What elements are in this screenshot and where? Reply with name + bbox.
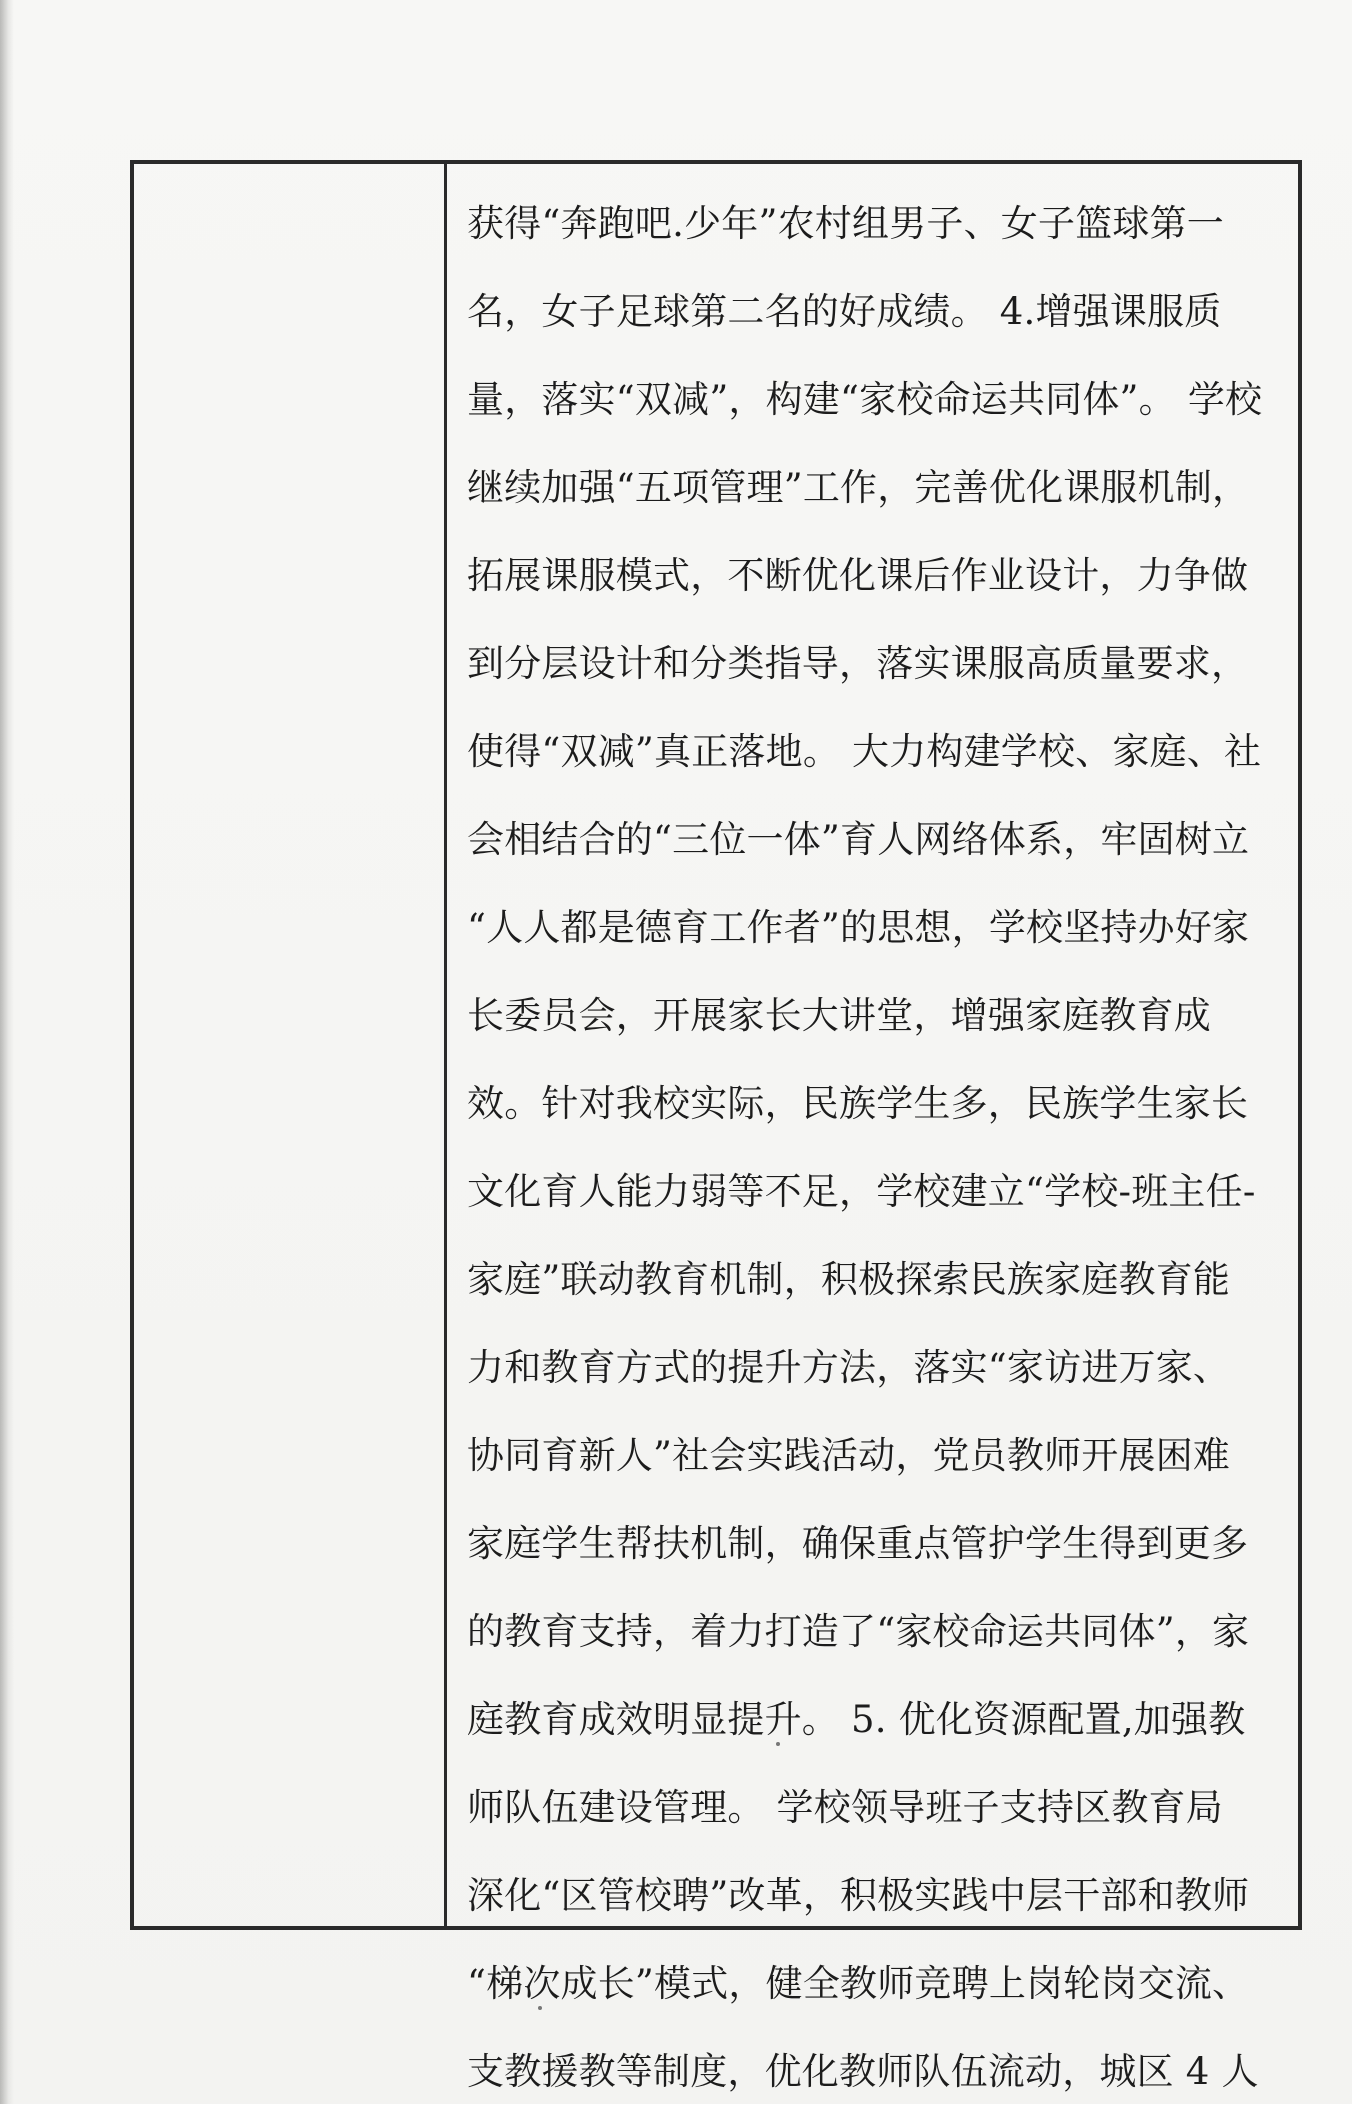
text-line: 使得“双减”真正落地。 大力构建学校、家庭、社 bbox=[467, 730, 1262, 773]
text-line: 家庭”联动教育机制，积极探索民族家庭教育能 bbox=[467, 1258, 1231, 1301]
text-line: 拓展课服模式，不断优化课后作业设计，力争做 bbox=[467, 554, 1249, 597]
text-line: “人人都是德育工作者”的思想，学校坚持办好家 bbox=[467, 906, 1250, 949]
text-line: 获得“奔跑吧.少年”农村组男子、女子篮球第一 bbox=[467, 202, 1224, 245]
text-line: “梯次成长”模式，健全教师竞聘上岗轮岗交流、 bbox=[467, 1962, 1250, 2005]
text-line: 文化育人能力弱等不足，学校建立“学校-班主任- bbox=[467, 1170, 1256, 1213]
scan-speck bbox=[538, 2006, 542, 2010]
page-edge-shadow bbox=[0, 0, 14, 2104]
scan-speck bbox=[776, 1742, 780, 1746]
text-line: 效。针对我校实际，民族学生多，民族学生家长 bbox=[467, 1082, 1249, 1125]
text-line: 深化“区管校聘”改革，积极实践中层干部和教师 bbox=[467, 1874, 1250, 1917]
text-line: 师队伍建设管理。 学校领导班子支持区教育局 bbox=[467, 1786, 1223, 1829]
text-line: 支教援教等制度，优化教师队伍流动，城区 4 人 bbox=[467, 2050, 1259, 2093]
text-line: 会相结合的“三位一体”育人网络体系，牢固树立 bbox=[467, 818, 1250, 861]
text-line: 庭教育成效明显提升。 5. 优化资源配置,加强教 bbox=[467, 1698, 1246, 1741]
text-line: 长委员会，开展家长大讲堂，增强家庭教育成 bbox=[467, 994, 1211, 1037]
label-cell bbox=[134, 164, 444, 1926]
text-line: 协同育新人”社会实践活动，党员教师开展困难 bbox=[467, 1434, 1231, 1477]
text-line: 的教育支持，着力打造了“家校命运共同体”，家 bbox=[467, 1610, 1250, 1653]
text-line: 力和教育方式的提升方法，落实“家访进万家、 bbox=[467, 1346, 1231, 1389]
text-line: 量，落实“双减”，构建“家校命运共同体”。 学校 bbox=[467, 378, 1263, 421]
text-cell bbox=[447, 164, 1298, 2093]
text-line: 继续加强“五项管理”工作，完善优化课服机制， bbox=[467, 466, 1250, 509]
text-line: 家庭学生帮扶机制，确保重点管护学生得到更多 bbox=[467, 1522, 1249, 1565]
text-line: 到分层设计和分类指导，落实课服高质量要求， bbox=[467, 642, 1249, 685]
text-line: 名，女子足球第二名的好成绩。 4.增强课服质 bbox=[467, 290, 1222, 333]
content-table bbox=[130, 160, 1302, 2093]
